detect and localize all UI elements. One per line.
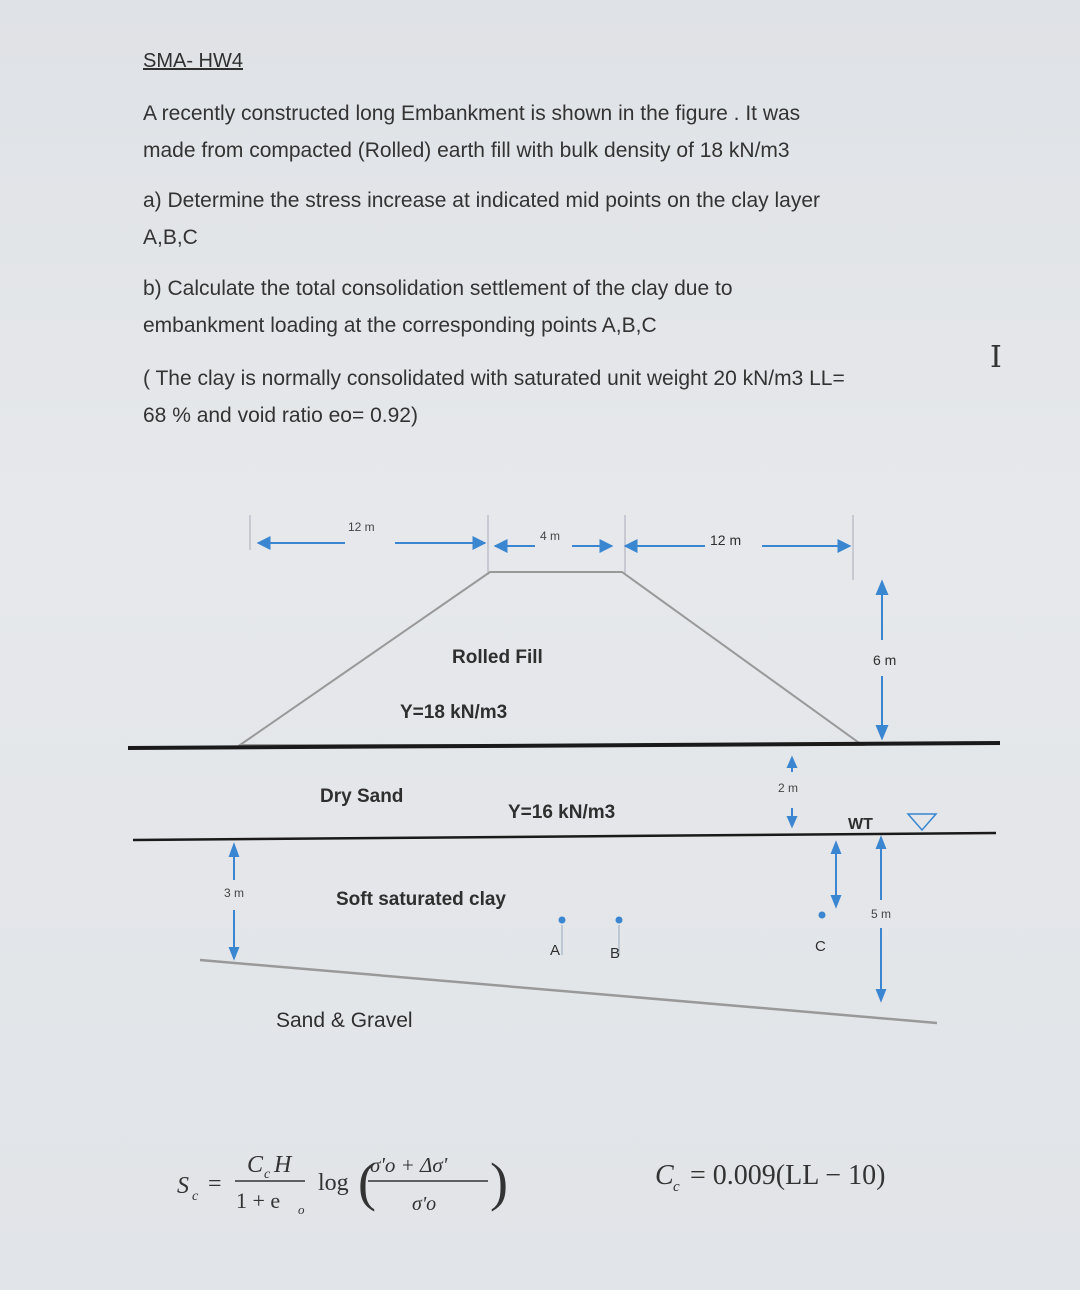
clay-depth-dimension-left [230,845,238,958]
sand-clay-boundary [133,833,996,840]
formula-equals: = [208,1171,222,1197]
question-a-line-2: A,B,C [143,226,198,249]
formula-cc-sub: c [264,1167,271,1182]
dim-height-label: 6 m [873,652,897,668]
point-c-label: C [815,938,826,955]
intro-line-2: made from compacted (Rolled) earth fill with bulk density of 18 kN/m3 [143,139,790,162]
formula-sc-sub: c [192,1189,199,1204]
question-b-line-1: b) Calculate the total consolidation settlement of the clay due to [143,277,733,300]
dim-clay-left-label: 3 m [224,886,245,900]
point-c-dimension [832,843,840,906]
formula-log: log [318,1170,349,1196]
dim-sand-label: 2 m [778,781,799,795]
cc-lhs-sub: c [673,1179,680,1195]
note-line-1: ( The clay is normally consolidated with saturated unit weight 20 kN/m3 LL= [143,367,845,390]
fill-unit-weight-label: Y=18 kN/m3 [400,702,508,723]
formula-log-denominator: σ'o [412,1193,437,1215]
point-a-label: A [550,942,561,959]
note-line-2: 68 % and void ratio eo= 0.92) [143,404,418,427]
page-title: SMA- HW4 [143,50,243,72]
text-cursor-icon: I [990,340,1002,375]
formula-log-numerator: σ'o + Δσ' [370,1153,448,1177]
cc-rhs: = 0.009(LL − 10) [690,1160,886,1191]
intro-line-1: A recently constructed long Embankment is shown in the figure . It was [143,102,801,125]
dry-sand-label: Dry Sand [320,786,404,807]
cc-lhs: C [655,1160,674,1191]
settlement-formula [177,1152,508,1217]
point-c-marker [819,912,826,919]
dim-right-label: 12 m [710,532,742,548]
formula-h: H [274,1152,292,1178]
formula-denominator: 1 + e [236,1188,281,1213]
clay-label: Soft saturated clay [336,889,506,910]
svg-text:): ) [490,1152,508,1212]
embankment-shape [240,572,862,745]
ground-surface-line [128,743,1000,748]
compression-index-formula [655,1160,885,1195]
dim-top-label: 4 m [540,529,561,543]
dimension-lines-top [250,515,853,580]
gravel-label: Sand & Gravel [276,1009,413,1032]
point-b-marker [616,917,623,924]
svg-text:(: ( [358,1152,376,1212]
rolled-fill-label: Rolled Fill [452,647,543,668]
formula-denominator-sub: o [298,1202,305,1217]
formula-sc: S [177,1173,189,1199]
dim-left-label: 12 m [348,520,375,534]
point-a-marker [559,917,566,924]
point-b-label: B [610,945,621,962]
sand-unit-weight-label: Y=16 kN/m3 [508,802,616,823]
water-table-label: WT [848,816,873,833]
question-b-line-2: embankment loading at the corresponding points A,B,C [143,314,657,337]
water-table-icon [908,814,936,830]
question-a-line-1: a) Determine the stress increase at indicated mid points on the clay layer [143,189,820,212]
dim-clay-right-label: 5 m [871,907,892,921]
formula-cc: C [247,1152,264,1178]
